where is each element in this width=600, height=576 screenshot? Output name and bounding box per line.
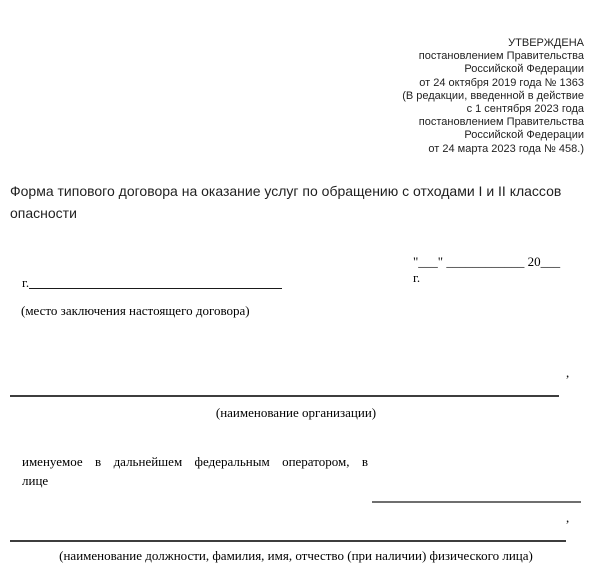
person-underline <box>10 540 566 542</box>
date-blank-line: "___" ____________ 20___ <box>413 254 561 269</box>
approval-line-9: от 24 марта 2023 года № 458.) <box>428 142 584 155</box>
place-of-conclusion-row <box>22 275 282 290</box>
organization-caption: (наименование организации) <box>215 405 377 420</box>
organization-trailing-comma: , <box>566 365 570 380</box>
city-prefix: г. <box>22 275 30 290</box>
approval-line-2: постановлением Правительства <box>418 50 584 63</box>
approval-line-1: УТВЕРЖДЕНА <box>508 37 584 49</box>
date-block <box>413 254 560 286</box>
organization-underline <box>10 395 559 397</box>
operator-clause-line-1: именуемое в дальнейшем федеральным оператором, в <box>22 454 368 469</box>
person-trailing-comma: , <box>566 510 570 525</box>
approval-line-8: Российской Федерации <box>464 129 584 142</box>
place-caption: (место заключения настоящего договора) <box>21 303 250 318</box>
date-year-suffix: г. <box>413 270 421 285</box>
approval-line-7: постановлением Правительства <box>418 116 584 129</box>
approval-line-4: от 24 октября 2019 года № 1363 <box>419 76 584 89</box>
approval-line-5: (В редакции, введенной в действие <box>402 89 584 102</box>
operator-clause-line-2: лице <box>22 473 49 488</box>
document-title: Форма типового договора на оказание услуг по обращению с отходами I и II классов опасности <box>10 183 562 221</box>
person-caption: (наименование должности, фамилия, имя, отчество (при наличии) физического лица) <box>59 548 533 563</box>
approval-block <box>402 37 584 156</box>
place-blank-line <box>29 277 282 289</box>
approval-line-3: Российской Федерации <box>464 63 584 76</box>
operator-clause <box>22 452 368 490</box>
person-short-underline <box>372 501 581 503</box>
approval-line-6: с 1 сентября 2023 года <box>466 103 584 116</box>
